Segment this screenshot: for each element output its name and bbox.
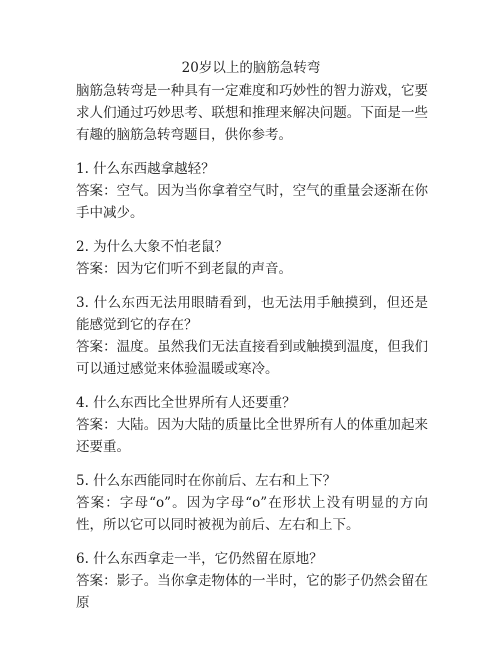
qa-item-5 <box>76 470 428 536</box>
document-title: 20岁以上的脑筋急转弯 <box>181 60 321 76</box>
answer-4: 答案：大陆。因为大陆的质量比全世界所有人的体重加起来还要重。 <box>76 417 428 455</box>
answer-1: 答案：空气。因为当你拿着空气时，空气的重量会逐渐在你手中减少。 <box>76 183 428 221</box>
qa-item-2 <box>76 236 428 280</box>
answer-5: 答案：字母“o”。因为字母“o”在形状上没有明显的方向性，所以它可以同时被视为前后、左右和上下。 <box>76 495 428 533</box>
question-3: 3. 什么东西无法用眼睛看到，也无法用手触摸到，但还是能感觉到它的存在？ <box>76 295 428 333</box>
question-4: 4. 什么东西比全世界所有人还要重？ <box>76 395 296 411</box>
document-body <box>76 80 428 626</box>
answer-6: 答案：影子。当你拿走物体的一半时，它的影子仍然会留在原 <box>76 573 428 611</box>
question-5: 5. 什么东西能同时在你前后、左右和上下？ <box>76 473 337 489</box>
qa-item-3 <box>76 292 428 380</box>
answer-3: 答案：温度。虽然我们无法直接看到或触摸到温度，但我们可以通过感觉来体验温暖或寒冷。 <box>76 339 428 377</box>
qa-item-1 <box>76 158 428 224</box>
question-2: 2. 为什么大象不怕老鼠？ <box>76 239 229 255</box>
question-1: 1. 什么东西越拿越轻？ <box>76 161 215 177</box>
question-6: 6. 什么东西拿走一半，它仍然留在原地？ <box>76 551 323 567</box>
qa-item-4 <box>76 392 428 458</box>
qa-item-6 <box>76 548 428 614</box>
answer-2: 答案：因为它们听不到老鼠的声音。 <box>76 261 292 277</box>
intro-paragraph: 脑筋急转弯是一种具有一定难度和巧妙性的智力游戏，它要求人们通过巧妙思考、联想和推理来解决问题。下面是一些有趣的脑筋急转弯题目，供你参考。 <box>76 83 428 143</box>
